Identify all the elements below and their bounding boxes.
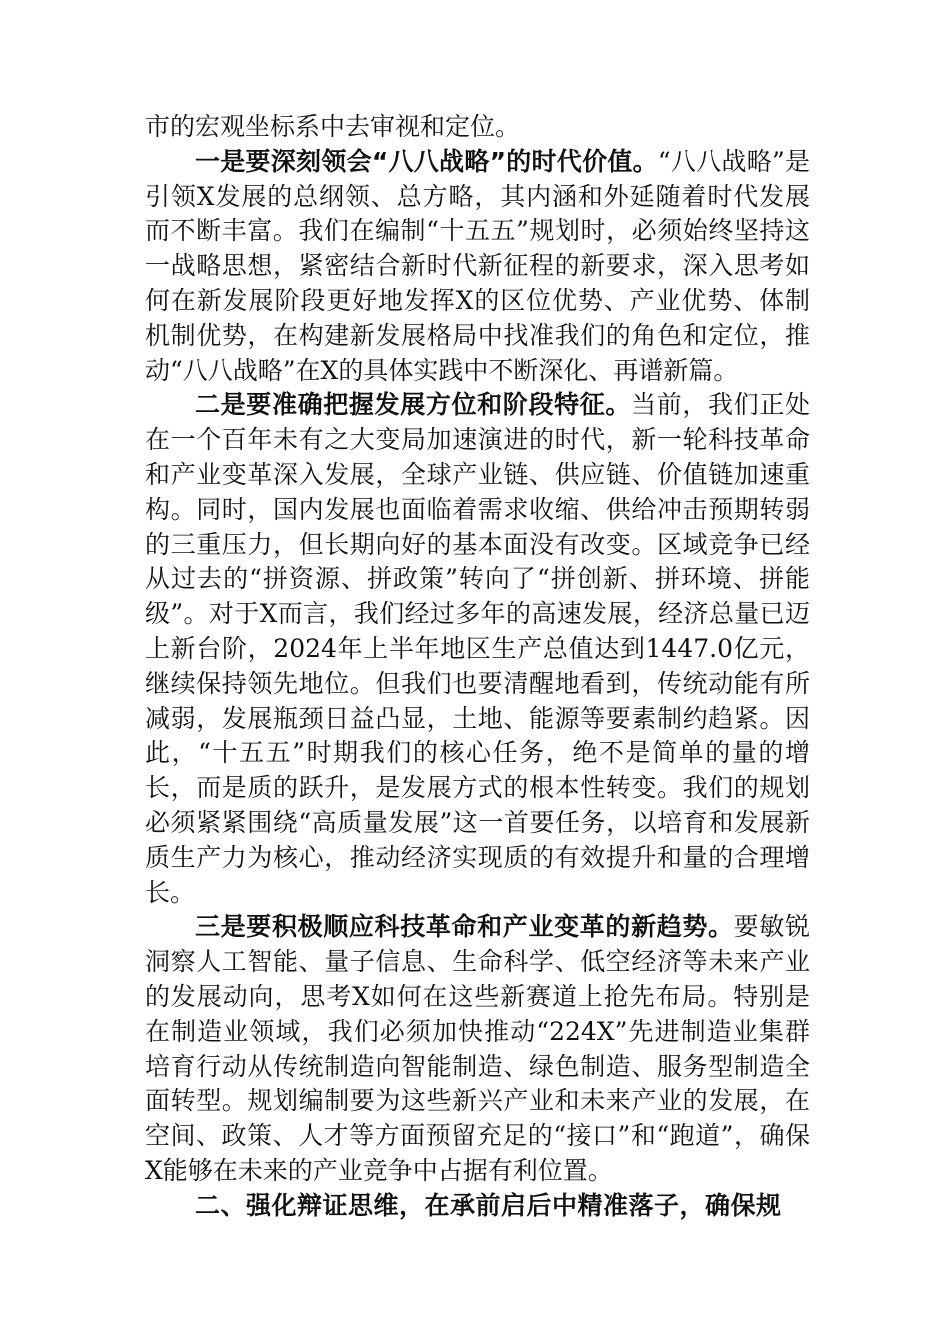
paragraph-1-lead: 一是要深刻领会“八八战略”的时代价值。	[195, 146, 658, 176]
paragraph-2	[145, 388, 810, 910]
section-heading: 二、强化辩证思维，在承前启后中精准落子，确保规	[195, 1190, 782, 1220]
paragraph-3	[145, 910, 810, 1188]
paragraph-1-body: “八八战略”是引领X发展的总纲领、总方略，其内涵和外延随着时代发展而不断丰富。我们在编制“十五五”规划时，必须始终坚持这一战略思想，紧密结合新时代新征程的新要求，深入思考如何在新发展阶段更好地发挥X的区位优势、产业优势、体制机制优势，在构建新发展格局中找准我们的角色和定位，推动“八八战略”在X的具体实践中不断深化、再谱新篇。	[145, 146, 810, 385]
paragraph-1	[145, 145, 810, 389]
document-body	[145, 110, 810, 1224]
paragraph-2-lead: 二是要准确把握发展方位和阶段特征。	[195, 390, 632, 420]
paragraph-3-body: 要敏锐洞察人工智能、量子信息、生命科学、低空经济等未来产业的发展动向，思考X如何在这些新赛道上抢先布局。特别是在制造业领域，我们必须加快推动“224X”先进制造业集群培育行动从传统制造向智能制造、绿色制造、服务型制造全面转型。规划编制要为这些新兴产业和未来产业的发展，在空间、政策、人才等方面预留充足的“接口”和“跑道”，确保X能够在未来的产业竞争中占据有利位置。	[145, 912, 810, 1185]
continuation-line: 市的宏观坐标系中去审视和定位。	[145, 112, 521, 141]
paragraph-3-lead: 三是要积极顺应科技革命和产业变革的新趋势。	[195, 912, 734, 942]
paragraph-2-body: 当前，我们正处在一个百年未有之大变局加速演进的时代，新一轮科技革命和产业变革深入发展，全球产业链、供应链、价值链加速重构。同时，国内发展也面临着需求收缩、供给冲击预期转弱的三重压力，但长期向好的基本面没有改变。区域竞争已经从过去的“拼资源、拼政策”转向了“拼创新、拼环境、拼能级”。对于X而言，我们经过多年的高速发展，经济总量已迈上新台阶，2024年上半年地区生产总值达到1447.0亿元，继续保持领先地位。但我们也要清醒地看到，传统动能有所减弱，发展瓶颈日益凸显，土地、能源等要素制约趋紧。因此，“十五五”时期我们的核心任务，绝不是简单的量的增长，而是质的跃升，是发展方式的根本性转变。我们的规划必须紧紧围绕“高质量发展”这一首要任务，以培育和发展新质生产力为核心，推动经济实现质的有效提升和量的合理增长。	[145, 390, 810, 907]
